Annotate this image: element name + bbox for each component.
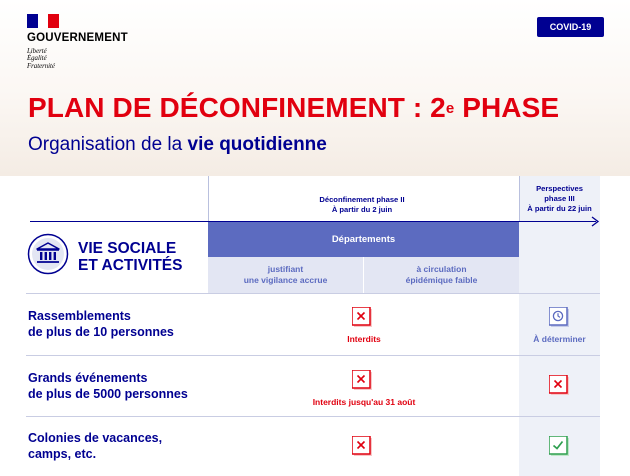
phase2-title: Déconfinement phase II <box>319 195 405 204</box>
row2-line2-pre: de plus de <box>28 386 94 401</box>
row2-line1: Grands événements <box>28 371 148 385</box>
title-superscript: e <box>445 100 455 117</box>
row-divider <box>26 416 600 417</box>
page-subtitle <box>28 134 327 156</box>
covid-badge: COVID-19 <box>537 17 604 37</box>
row-label-colonies <box>28 431 162 462</box>
column-circulation-faible <box>364 257 519 293</box>
subtitle-bold: vie quotidienne <box>187 134 327 155</box>
col1-line1: justifiant <box>267 264 304 274</box>
subtitle-plain: Organisation de la <box>28 134 188 155</box>
row-divider <box>26 355 600 356</box>
clock-icon <box>549 307 571 329</box>
republic-motto <box>27 48 55 70</box>
col2-line2: épidémique faible <box>405 275 478 285</box>
row1-line1: Rassemblements <box>28 309 131 323</box>
cross-icon <box>352 436 374 458</box>
subcolumn-divider <box>363 257 364 293</box>
title-main: PLAN DE DÉCONFINEMENT : 2 <box>28 92 446 123</box>
row3-line2-pre: camps, etc. <box>28 446 97 461</box>
cross-icon <box>549 375 571 397</box>
phase2-label <box>270 195 454 215</box>
phase3-title-line2: phase III <box>544 194 575 203</box>
row-label-grands-evenements <box>28 371 188 402</box>
phase2-date: À partir du 2 juin <box>331 205 393 214</box>
phase3-title-line1: Perspectives <box>536 184 583 193</box>
status-a-determiner: À déterminer <box>533 334 586 344</box>
public-building-icon <box>27 233 69 275</box>
check-icon <box>549 436 571 458</box>
row1-line2-pre: de plus de <box>28 324 94 339</box>
column-vigilance-accrue <box>208 257 363 293</box>
phase3-label <box>519 184 600 214</box>
col2-line1: à circulation <box>416 264 467 274</box>
col1-line2: une vigilance accrue <box>243 275 328 285</box>
phase3-date: À partir du 22 juin <box>527 204 592 213</box>
french-flag-icon <box>27 14 59 28</box>
title-end: PHASE <box>454 92 560 123</box>
row-divider <box>26 293 600 294</box>
motto-liberte: Liberté <box>27 48 47 55</box>
departments-header: Départements <box>208 222 519 257</box>
row1-line2-bold: 10 personnes <box>93 324 174 339</box>
row-label-rassemblements <box>28 309 174 340</box>
page-title <box>28 92 559 124</box>
row2-line2-bold: 5000 personnes <box>93 386 188 401</box>
motto-egalite: Égalité <box>27 55 47 63</box>
row3-line1: Colonies de vacances, <box>28 431 163 445</box>
motto-fraternite: Fraternité <box>27 62 55 70</box>
timeline-arrow-head-icon <box>590 216 600 227</box>
government-name: GOUVERNEMENT <box>27 32 128 44</box>
cross-icon <box>352 307 374 329</box>
category-line2: ET ACTIVITÉS <box>78 257 183 274</box>
cross-icon <box>352 370 374 392</box>
category-line1: VIE SOCIALE <box>78 240 177 257</box>
timeline-separator-phase2 <box>208 176 209 222</box>
status-interdits-31-aout: Interdits jusqu'au 31 août <box>312 397 416 407</box>
category-title <box>78 240 183 274</box>
status-interdits: Interdits <box>347 334 381 344</box>
